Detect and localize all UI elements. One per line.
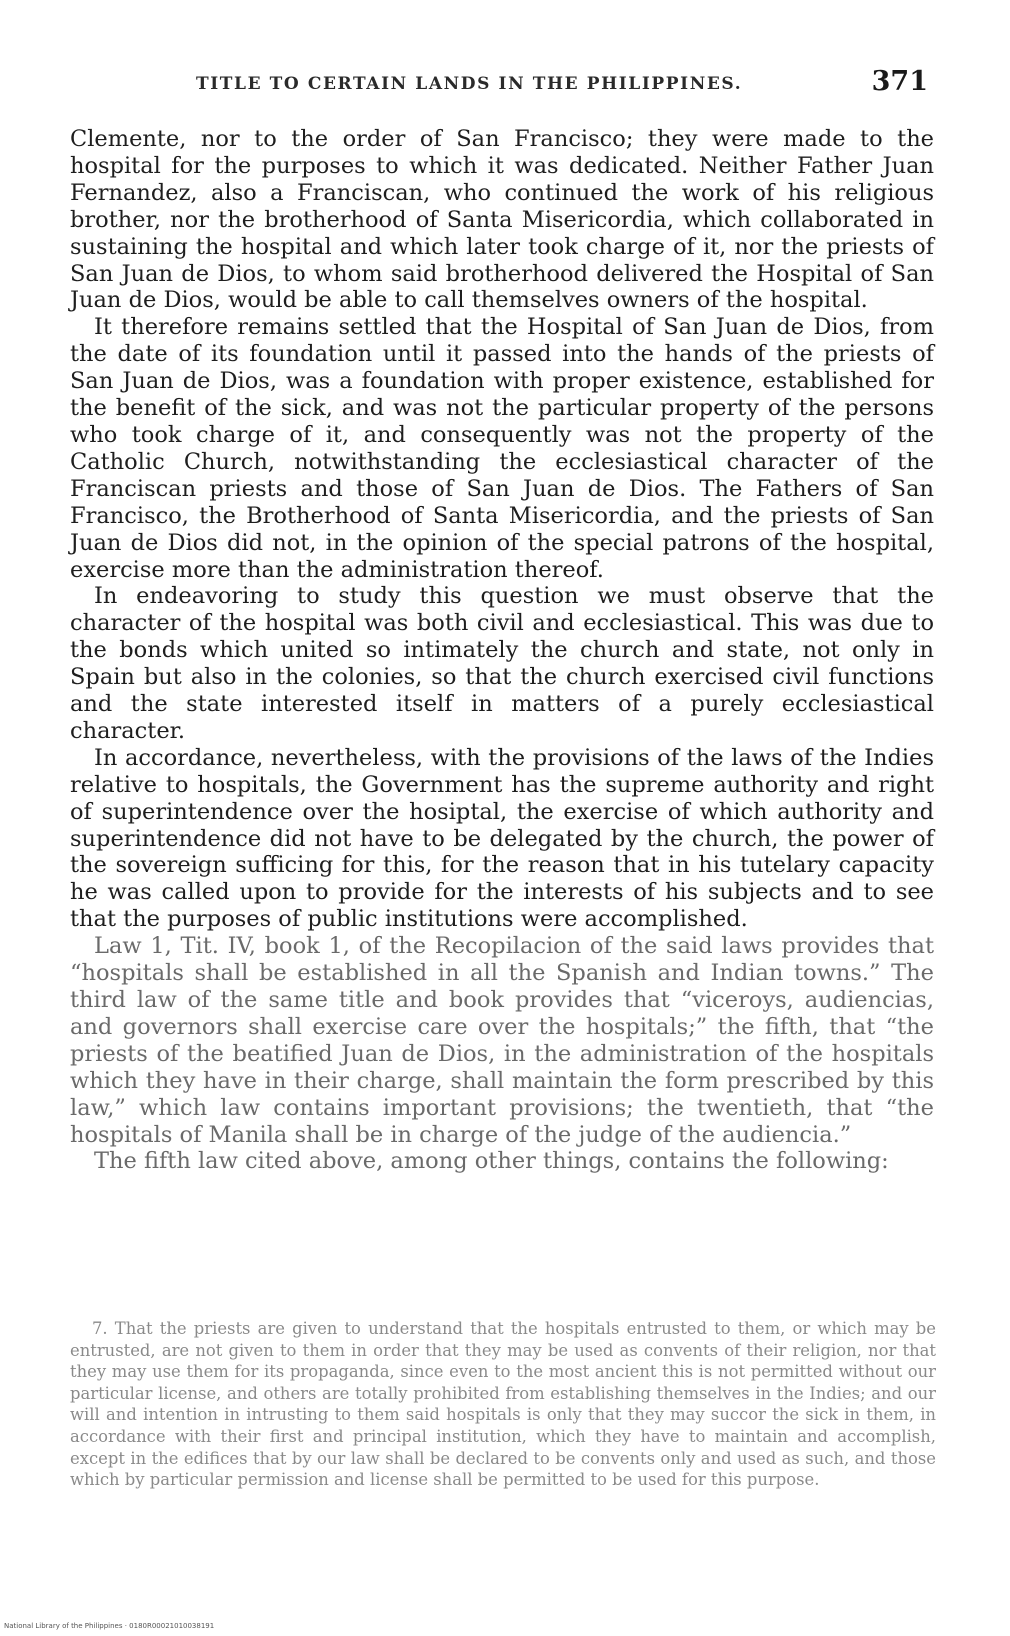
footnote-text: 7. That the priests are given to understand that the hospitals entrusted to them, or which may be entrusted, are not given to them in order that they may be used as convents of their religion, nor that they may use them for its propaganda, since even to the most ancient this is not permitted without our particular license, and others are totally prohibited from establishing themselves in the Indies; and our will and intention in intrusting to them said hospitals is only that they may succor the sick in them, in accordance with their first and principal institution, which they have to maintain and accomplish, except in the edifices that by our law shall be declared to be convents only and used as such, and those which by particular permission and license shall be permitted to be used for this purpose.	[70, 1319, 936, 1490]
page-number: 371	[871, 66, 928, 97]
running-title: TITLE TO CERTAIN LANDS IN THE PHILIPPINES.	[196, 74, 743, 94]
paragraph-5: Law 1, Tit. IV, book 1, of the Recopilacion of the said laws provides that “hospitals shall be established in all the Spanish and Indian towns.” The third law of the same title and book provides that “viceroys, audiencias, and governors shall exercise care over the hospitals;” the fifth, that “the priests of the beatified Juan de Dios, in the administration of the hospitals which they have in their charge, shall maintain the form prescribed by this law,” which law contains important provisions; the twentieth, that “the hospitals of Manila shall be in charge of the judge of the audiencia.”	[70, 933, 934, 1148]
scan-footer: National Library of the Philippines · 0180R00021010038191	[4, 1622, 215, 1630]
paragraph-3: In endeavoring to study this question we must observe that the character of the hospital was both civil and ecclesiastical. This was due to the bonds which united so intimately the church and state, not only in Spain but also in the colonies, so that the church exercised civil functions and the state interested itself in matters of a purely ecclesiastical character.	[70, 583, 934, 744]
paragraph-6: The fifth law cited above, among other things, contains the following:	[94, 1148, 889, 1175]
paragraph-2: It therefore remains settled that the Hospital of San Juan de Dios, from the date of its foundation until it passed into the hands of the priests of San Juan de Dios, was a foundation with proper existence, established for the benefit of the sick, and was not the particular property of the persons who took charge of it, and consequently was not the property of the Catholic Church, notwithstanding the ecclesiastical character of the Franciscan priests and those of San Juan de Dios. The Fathers of San Francisco, the Brotherhood of Santa Misericordia, and the priests of San Juan de Dios did not, in the opinion of the special patrons of the hospital, exercise more than the administration thereof.	[70, 314, 934, 583]
body-text	[70, 126, 934, 1175]
page-header	[76, 66, 936, 112]
footnote	[70, 1318, 936, 1491]
paragraph-1: Clemente, nor to the order of San Francisco; they were made to the hospital for the purposes to which it was dedicated. Neither Father Juan Fernandez, also a Franciscan, who continued the work of his religious brother, nor the brotherhood of Santa Misericordia, which collaborated in sustaining the hospital and which later took charge of it, nor the priests of San Juan de Dios, to whom said brotherhood delivered the Hospital of San Juan de Dios, would be able to call themselves owners of the hospital.	[70, 126, 934, 314]
paragraph-4: In accordance, nevertheless, with the provisions of the laws of the Indies relative to hospitals, the Government has the supreme authority and right of superintendence over the hosiptal, the exercise of which authority and superintendence did not have to be delegated by the church, the power of the sovereign sufficing for this, for the reason that in his tutelary capacity he was called upon to provide for the interests of his subjects and to see that the purposes of public institutions were accomplished.	[70, 744, 934, 933]
